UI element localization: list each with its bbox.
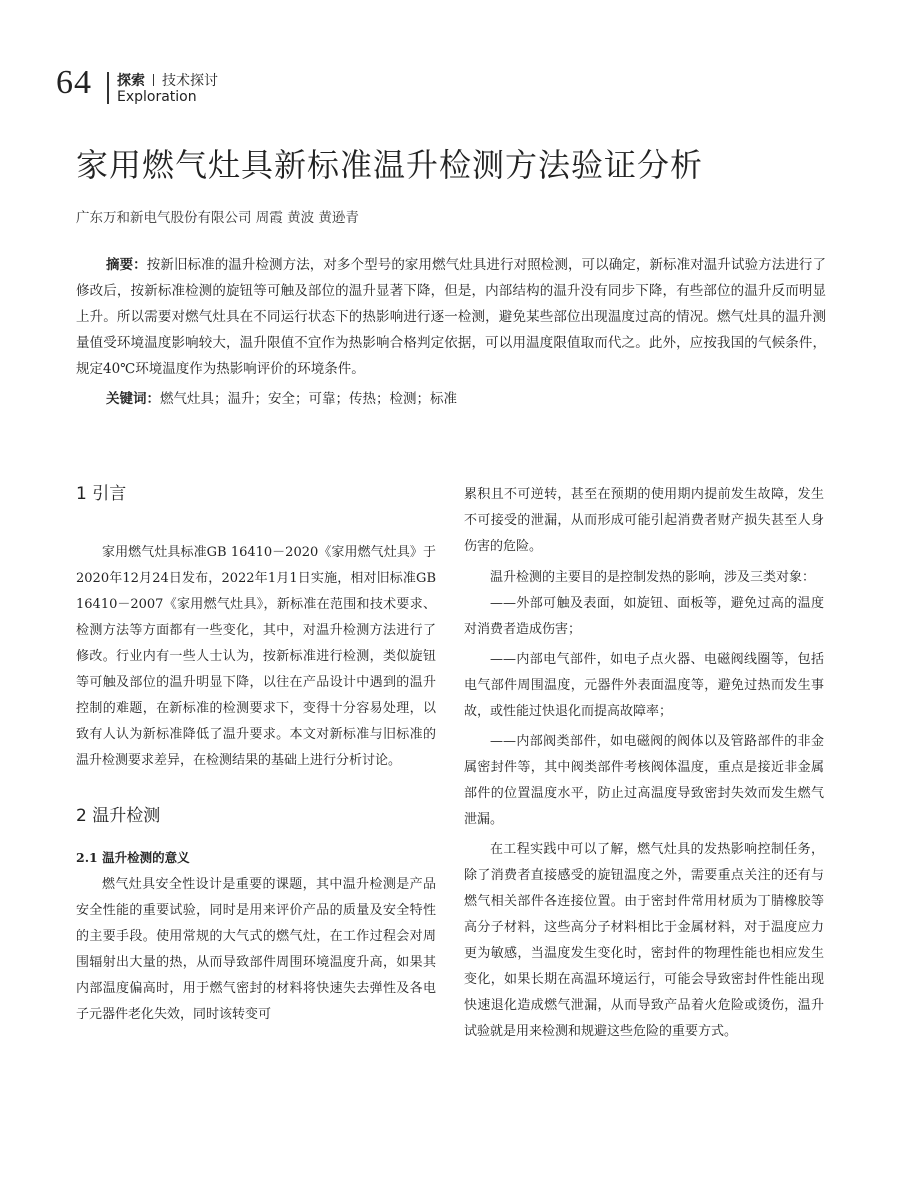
- paragraph-introduction: 家用燃气灶具标准GB 16410－2020《家用燃气灶具》于2020年12月24日发布，2022年1月1日实施，相对旧标准GB 16410－2007《家用燃气灶具》，新标准在范围和技术要求、检测方法等方面都有一些变化，其中，对温升检测方法进行了修改。行业内有一些人士认为，按新标准进行检测，类似旋钮等可触及部位的温升明显下降，以往在产品设计中遇到的温升控制的难题，在新标准的检测要求下，变得十分容易处理，以致有人认为新标准降低了温升要求。本文对新标准与旧标准的温升检测要求差异，在检测结果的基础上进行分析讨论。: [76, 545, 436, 768]
- heading-introduction: 1 引言: [76, 484, 127, 504]
- page-number: 64: [56, 64, 92, 101]
- section-label-cn: [117, 70, 218, 90]
- article-authors: 广东万和新电气股份有限公司 周霞 黄波 黄逊青: [76, 210, 359, 226]
- abstract-text: 按新旧标准的温升检测方法，对多个型号的家用燃气灶具进行对照检测，可以确定，新标准对温升试验方法进行了修改后，按新标准检测的旋钮等可触及部位的温升显著下降，但是，内部结构的温升没有同步下降，有些部位的温升反而明显上升。所以需要对燃气灶具在不同运行状态下的热影响进行逐一检测，避免某些部位出现温度过高的情况。燃气灶具的温升测量值受环境温度影响较大，温升限值不宜作为热影响合格判定依据，可以用温度限值取而代之。此外，应按我国的气候条件，规定40℃环境温度作为热影响评价的环境条件。: [76, 257, 827, 377]
- header-divider: [107, 72, 109, 104]
- list-item-external-surfaces: ——外部可触及表面，如旋钮、面板等，避免过高的温度对消费者造成伤害；: [464, 596, 824, 637]
- right-column: [464, 482, 824, 1045]
- paragraph-continued: 累积且不可逆转，甚至在预期的使用期内提前发生故障，发生不可接受的泄漏，从而形成可能引起消费者财产损失甚至人身伤害的危险。: [464, 487, 824, 554]
- section-main: 探索: [117, 73, 145, 89]
- section-sub: 技术探讨: [162, 73, 218, 89]
- keywords-text: 燃气灶具；温升；安全；可靠；传热；检测；标准: [160, 391, 457, 407]
- paragraph-test-purpose: 温升检测的主要目的是控制发热的影响，涉及三类对象：: [490, 570, 816, 585]
- heading-temperature-test: 2 温升检测: [76, 806, 161, 826]
- paragraph-test-meaning: 燃气灶具安全性设计是重要的课题，其中温升检测是产品安全性能的重要试验，同时是用来评价产品的质量及安全特性的主要手段。使用常规的大气式的燃气灶，在工作过程会对周围辐射出大量的热，从而导致部件周围环境温度升高，如果其内部温度偏高时，用于燃气密封的材料将快速失去弹性及各电子元器件老化失效，同时该转变可: [76, 877, 436, 1022]
- list-item-electrical-parts: ——内部电气部件，如电子点火器、电磁阀线圈等，包括电气部件周围温度，元器件外表面温度等，避免过热而发生事故，或性能过快退化而提高故障率；: [464, 652, 824, 719]
- abstract-label: 摘要：: [106, 257, 147, 273]
- paragraph-engineering-practice: 在工程实践中可以了解，燃气灶具的发热影响控制任务，除了消费者直接感受的旋钮温度之外，需要重点关注的还有与燃气相关部件各连接位置。由于密封件常用材质为丁腈橡胶等高分子材料，这些高分子材料相比于金属材料，对于温度应力更为敏感，当温度发生变化时，密封件的物理性能也相应发生变化，如果长期在高温环境运行，可能会导致密封件性能出现快速退化造成燃气泄漏，从而导致产品着火危险或烫伤，温升试验就是用来检测和规避这些危险的重要方式。: [464, 842, 824, 1039]
- left-column: [76, 480, 436, 1028]
- list-item-valve-parts: ——内部阀类部件，如电磁阀的阀体以及管路部件的非金属密封件等，其中阀类部件考核阀体温度，重点是接近非金属部件的位置温度水平，防止过高温度导致密封失效而发生燃气泄漏。: [464, 734, 824, 827]
- abstract: [76, 252, 826, 382]
- section-separator: [153, 74, 154, 86]
- article-title: 家用燃气灶具新标准温升检测方法验证分析: [76, 146, 704, 184]
- heading-test-meaning: 2.1 温升检测的意义: [76, 850, 190, 865]
- keywords-label: 关键词：: [106, 391, 160, 407]
- keywords: [76, 386, 826, 412]
- section-label-en: Exploration: [117, 89, 197, 105]
